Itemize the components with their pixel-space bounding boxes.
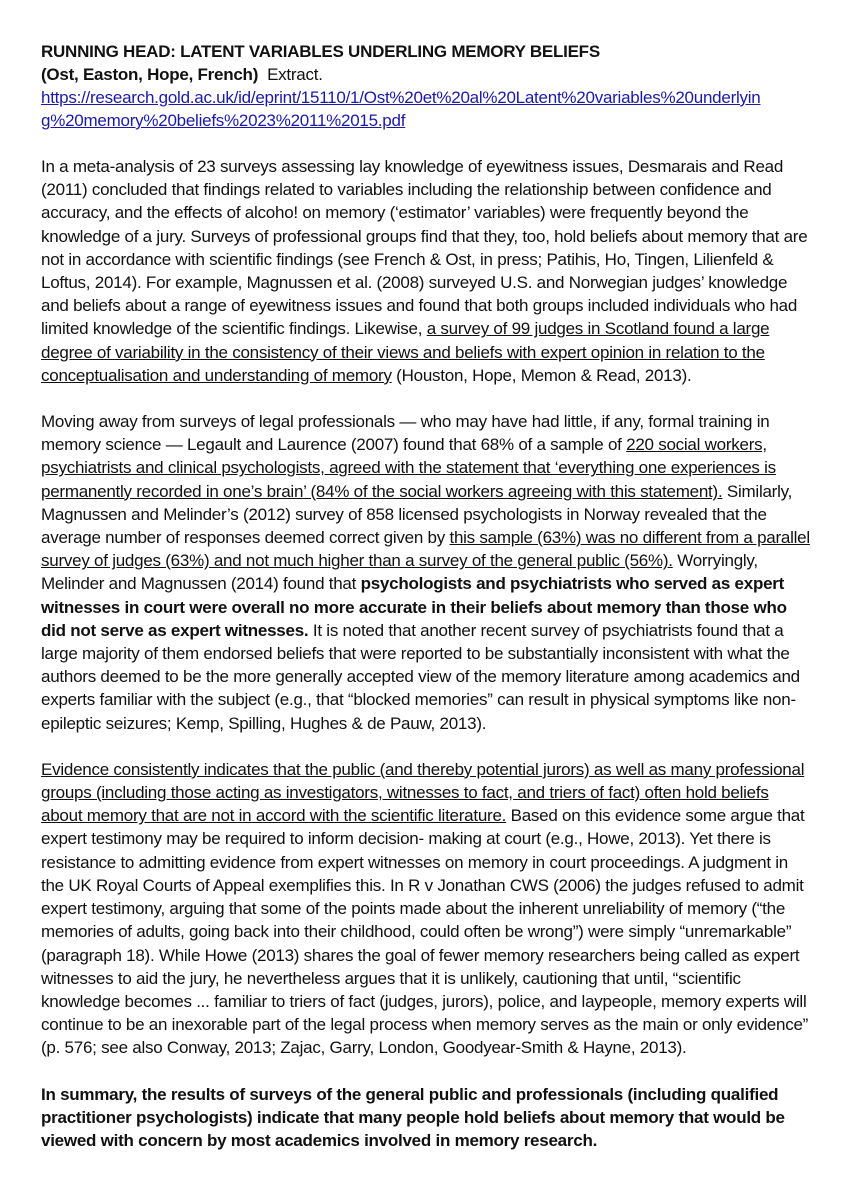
spacer: [41, 735, 811, 758]
p3-underlined-text: Evidence consistently indicates that the public (and thereby potential jurors) as well as many professional groups (including those acting as investigators, witnesses to fact, and triers of fact) often hold beliefs about memory that are not in accord with the scientific literature.: [41, 759, 805, 826]
paragraph-1: [41, 155, 811, 387]
paragraph-3: [41, 758, 811, 1060]
p2-text-c: Worryingly, Melinder and Magnussen (2014) found that: [41, 551, 758, 594]
summary-paragraph: In summary, the results of surveys of the general public and professionals (including qualified practitioner psychologists) indicate that many people hold beliefs about memory that would be viewed with concern by most academics involved in memory research.: [41, 1084, 785, 1150]
extract-label: Extract.: [267, 65, 323, 84]
source-url-link[interactable]: https://research.gold.ac.uk/id/eprint/15110/1/Ost%20et%20al%20Latent%20variables%20underlying%20memory%20beliefs%2023%2011%2015.pdf: [41, 88, 761, 130]
document-page: [41, 40, 811, 1152]
authors: (Ost, Easton, Hope, French): [41, 65, 259, 84]
p1-underlined-text: a survey of 99 judges in Scotland found a large degree of variability in the consistency of their views and beliefs with expert opinion in relation to the conceptualisation and understanding of memory: [41, 319, 770, 385]
p2-text-a: Moving away from surveys of legal professionals — who may have had little, if any, formal training in memory science — Legault and Laurence (2007) found that 68% of a sample of: [41, 412, 770, 455]
p2-underlined-text-1: 220 social workers, psychiatrists and clinical psychologists, agreed with the statement that ‘everything one experiences is permanently recorded in one’s brain’ (84% of the social workers agreeing with this statement).: [41, 435, 776, 501]
spacer: [41, 387, 811, 410]
p1-text-a: In a meta-analysis of 23 surveys assessing lay knowledge of eyewitness issues, Desmarais and Read (2011) concluded that findings related to variables including the relationship between confidence and accuracy, and the effects of alcoho! on memory (‘estimator’ variables) were frequently beyond the knowledge of a jury. Surveys of professional groups find that they, too, hold beliefs about memory that are not in accordance with scientific findings (see French & Ost, in press; Patihis, Ho, Tingen, Lilienfeld & Loftus, 2014). For example, Magnussen et al. (2008) surveyed U.S. and Norwegian judges’ knowledge and beliefs about a range of eyewitness issues and found that both groups included individuals who had limited knowledge of the scientific findings. Likewise,: [41, 157, 808, 339]
paragraph-2: [41, 410, 811, 735]
p2-underlined-text-2: this sample (63%) was no different from a parallel survey of judges (63%) and not much higher than a survey of the general public (56%).: [41, 528, 810, 571]
spacer: [41, 1060, 811, 1083]
p2-text-b: Similarly, Magnussen and Melinder’s (2012) survey of 858 licensed psychologists in Norway revealed that the average number of responses deemed correct given by: [41, 481, 793, 548]
p2-bold-text: psychologists and psychiatrists who served as expert witnesses in court were overall no more accurate in their beliefs about memory than those who did not serve as expert witnesses.: [41, 574, 787, 640]
p3-text-a: Based on this evidence some argue that expert testimony may be required to inform decision- making at court (e.g., Howe, 2013). Yet there is resistance to admitting evidence from expert witnesses on memory in court proceedings. A judgment in the UK Royal Courts of Appeal exemplifies this. In R v Jonathan CWS (2006) the judges refused to admit expert testimony, arguing that some of the points made about the inherent unreliability of memory (“the memories of adults, going back into their childhood, could often be wrong”) were simply “unremarkable” (paragraph 18). While Howe (2013) shares the goal of fewer memory researchers being called as expert witnesses to aid the jury, he nevertheless argues that it is unlikely, cautioning that until, “scientific knowledge becomes ... familiar to triers of fact (judges, jurors), police, and laypeople, memory experts will continue to be an inexorable part of the legal process when memory serves as the main or only evidence” (p. 576; see also Conway, 2013; Zajac, Garry, London, Goodyear-Smith & Hayne, 2013).: [41, 806, 809, 1058]
p2-text-d: It is noted that another recent survey of psychiatrists found that a large majority of them endorsed beliefs that were reported to be substantially inconsistent with what the authors deemed to be the more generally accepted view of the memory literature among academics and experts familiar with the subject (e.g., that “blocked memories” can result in physical symptoms like non-epileptic seizures; Kemp, Spilling, Hughes & de Pauw, 2013).: [41, 620, 800, 733]
p1-text-b: (Houston, Hope, Memon & Read, 2013).: [391, 365, 692, 385]
spacer: [41, 132, 811, 155]
authors-line: [41, 63, 811, 86]
running-head-title: RUNNING HEAD: LATENT VARIABLES UNDERLING MEMORY BELIEFS: [41, 42, 600, 61]
